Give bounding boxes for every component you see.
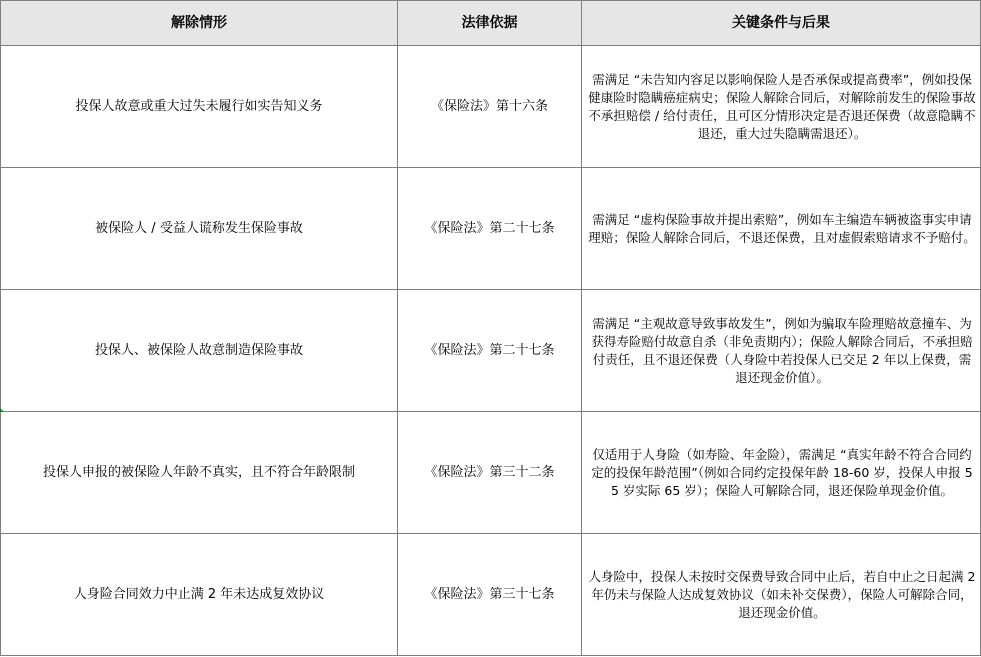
table-row bbox=[1, 412, 981, 534]
header-legal-basis[interactable]: 法律依据 bbox=[398, 1, 582, 46]
cell-comment-indicator-icon bbox=[0, 408, 4, 412]
cell-legal-basis[interactable]: 《保险法》第三十二条 bbox=[398, 412, 582, 534]
cell-conditions[interactable]: 需满足 “主观故意导致事故发生”，例如为骗取车险理赔故意撞车、为获得寿险赔付故意自杀（非免责期内）；保险人解除合同后，不承担赔付责任，且不退还保费（人身险中若投保人已交足 2 年以上保费，需退还现金价值）。 bbox=[582, 290, 981, 412]
cell-legal-basis[interactable]: 《保险法》第三十七条 bbox=[398, 534, 582, 656]
header-conditions[interactable]: 关键条件与后果 bbox=[582, 1, 981, 46]
table-row bbox=[1, 534, 981, 656]
table-row bbox=[1, 46, 981, 168]
table-row bbox=[1, 290, 981, 412]
cell-situation[interactable]: 投保人申报的被保险人年龄不真实，且不符合年龄限制 bbox=[1, 412, 398, 534]
cell-conditions[interactable]: 人身险中，投保人未按时交保费导致合同中止后，若自中止之日起满 2 年仍未与保险人达成复效协议（如未补交保费），保险人可解除合同，退还现金价值。 bbox=[582, 534, 981, 656]
header-row bbox=[1, 1, 981, 46]
cell-situation[interactable]: 被保险人 / 受益人谎称发生保险事故 bbox=[1, 168, 398, 290]
cell-conditions[interactable]: 仅适用于人身险（如寿险、年金险），需满足 “真实年龄不符合合同约定的投保年龄范围”（例如合同约定投保年龄 18-60 岁，投保人申报 55 岁实际 65 岁）；保险人可解除合同，退还保险单现金价值。 bbox=[582, 412, 981, 534]
cell-situation[interactable]: 人身险合同效力中止满 2 年未达成复效协议 bbox=[1, 534, 398, 656]
cell-situation[interactable]: 投保人、被保险人故意制造保险事故 bbox=[1, 290, 398, 412]
cell-legal-basis[interactable]: 《保险法》第二十七条 bbox=[398, 168, 582, 290]
cell-conditions[interactable]: 需满足 “虚构保险事故并提出索赔”，例如车主编造车辆被盗事实申请理赔；保险人解除合同后，不退还保费，且对虚假索赔请求不予赔付。 bbox=[582, 168, 981, 290]
cell-legal-basis[interactable]: 《保险法》第十六条 bbox=[398, 46, 582, 168]
cell-situation[interactable]: 投保人故意或重大过失未履行如实告知义务 bbox=[1, 46, 398, 168]
cell-legal-basis[interactable]: 《保险法》第二十七条 bbox=[398, 290, 582, 412]
table-row bbox=[1, 168, 981, 290]
cell-conditions[interactable]: 需满足 “未告知内容足以影响保险人是否承保或提高费率”，例如投保健康险时隐瞒癌症病史；保险人解除合同后，对解除前发生的保险事故不承担赔偿 / 给付责任，且可区分情形决定是否退还保费（故意隐瞒不退还，重大过失隐瞒需退还）。 bbox=[582, 46, 981, 168]
header-situation[interactable]: 解除情形 bbox=[1, 1, 398, 46]
